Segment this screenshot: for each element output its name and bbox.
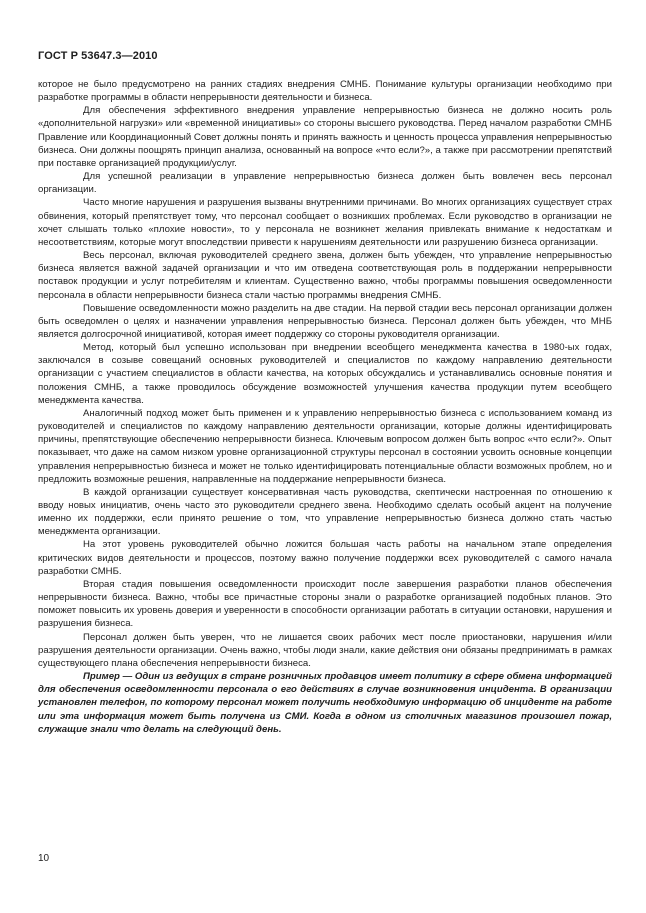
paragraph: Аналогичный подход может быть применен и к управлению непрерывностью бизнеса с использованием команд из руководителей и специалистов по каждому направлению деятельности организации, которые должны идентифицировать причины, препятствующие обеспечению непрерывности бизнеса. Ключевым вопросом должен быть вопрос «что если?». Опыт показывает, что даже на самом низком уровне организационной структуры персонал в состоянии усвоить основные концепции управления непрерывностью бизнеса и может не только идентифицировать потенциальные области возможных проблем, но и предложить возможные решения, направленные на поддержание непрерывности бизнеса. xyxy=(38,407,612,485)
paragraph: Для обеспечения эффективного внедрения управление непрерывностью бизнеса не должно носить роль «дополнительной нагрузки» или «временной инициативы» со стороны высшего руководства. Перед началом разработки СМНБ Правление или Координационный Совет должны понять и принять важность и ценность процесса управления непрерывностью бизнеса. Они должны поощрять принцип анализа, основанный на вопросе «что если?», а также при рассмотрении препятствий при поставке организацией продукции/услуг. xyxy=(38,105,612,169)
document-body xyxy=(38,78,612,736)
paragraph: Вторая стадия повышения осведомленности происходит после завершения разработки планов обеспечения непрерывности бизнеса. Важно, чтобы все причастные стороны знали о разработке организацией подобных планов. Это поможет повысить их уровень доверия и уверенности в способности организации работать в ситуации остановки, нарушения и разрушения бизнеса. xyxy=(38,578,612,630)
paragraph: Повышение осведомленности можно разделить на две стадии. На первой стадии весь персонал организации должен быть осведомлен о целях и назначении управления непрерывностью бизнеса. Персонал должен быть убежден, что МНБ является долгосрочной инициативой, которая имеет поддержку со стороны руководителя организации. xyxy=(38,302,612,340)
paragraph: Весь персонал, включая руководителей среднего звена, должен быть убежден, что управление непрерывностью бизнеса является важной задачей организации и что им отведена соответствующая роль в поддержании непрерывности поставок продукции и услуг потребителям и клиентам. Существенно важно, чтобы программы повышения осведомленности персонала в области непрерывности бизнеса стали частью программы внедрения СМНБ. xyxy=(38,250,612,301)
paragraph-continuation: которое не было предусмотрено на ранних стадиях внедрения СМНБ. Понимание культуры организации необходимо при разработке программы в области непрерывности деятельности и бизнеса. xyxy=(38,79,612,104)
paragraph: Метод, который был успешно использован при внедрении всеобщего менеджмента качества в 1980-ых годах, заключался в созыве совещаний основных руководителей и специалистов по каждому направлению деятельности организации с участием специалистов в области качества, на которых обсуждались и устанавливались основные понятия и положения СМНБ, а также проводилось обсуждение возможностей улучшения качества продукции путем всеобщего менеджмента качества. xyxy=(38,342,612,406)
paragraph: Персонал должен быть уверен, что не лишается своих рабочих мест после приостановки, нарушения и/или разрушения деятельности организации. Очень важно, чтобы люди знали, какие действия они обязаны предпринимать в рамках существующего плана обеспечения непрерывности бизнеса. xyxy=(38,631,612,669)
example-note: Пример — Один из ведущих в стране розничных продавцов имеет политику в сфере обмена информацией для обеспечения осведомленности персонала о его действиях в случае возникновения инцидента. В организации установлен телефон, по которому персонал может получить необходимую информацию об инциденте на работе или эта информация может быть получена из СМИ. Когда в одном из столичных магазинов произошел пожар, служащие знали что делать на следующий день. xyxy=(38,671,612,735)
paragraph: В каждой организации существует консервативная часть руководства, скептически настроенная по отношению к вводу новых инициатив, очень часто это руководители среднего звена. Необходимо сделать особый акцент на получение именно их поддержки, если принято решение о том, что управление непрерывностью бизнеса должно стать частью менеджмента организации. xyxy=(38,486,612,538)
paragraph: На этот уровень руководителей обычно ложится большая часть работы на начальном этапе определения критических видов деятельности и процессов, поэтому важно получение поддержки всех руководителей с самого начала разработки СМНБ. xyxy=(38,539,612,577)
paragraph: Часто многие нарушения и разрушения вызваны внутренними причинами. Во многих организациях существует страх обвинения, который препятствует тому, что персонал сообщает о возникших проблемах. Если руководство в организации не хочет слышать только «плохие новости», то у персонала не возникнет желания привлекать внимание к недостаткам и несоответствиям, которые могут впоследствии привести к нарушениям деятельности или разрушению бизнеса организации. xyxy=(38,197,612,248)
standard-header: ГОСТ Р 53647.3—2010 xyxy=(38,50,158,62)
page-number: 10 xyxy=(38,853,50,864)
paragraph: Для успешной реализации в управление непрерывностью бизнеса должен быть вовлечен весь персонал организации. xyxy=(38,171,612,196)
